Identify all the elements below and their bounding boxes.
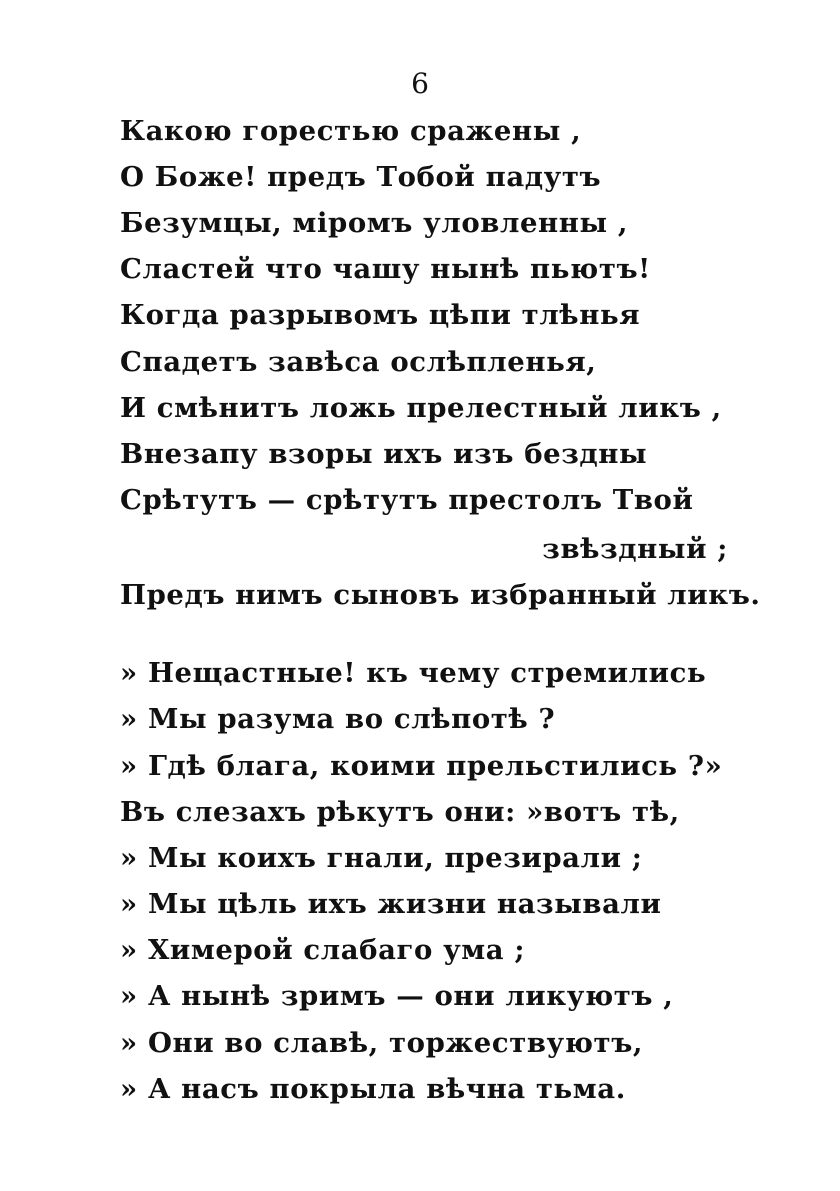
verse-line: Безумцы, міромъ уловленны , xyxy=(120,207,629,239)
verse-line: Въ слезахъ рѣкутъ они: »вотъ тѣ, xyxy=(120,796,680,828)
verse-line: » Химерой слабаго ума ; xyxy=(120,934,526,966)
verse-line: Внезапу взоры ихъ изъ бездны xyxy=(120,438,648,470)
page-number: 6 xyxy=(411,67,429,100)
verse-line: Предъ нимъ сыновъ избранный ликъ. xyxy=(120,579,761,611)
verse-line: » А насъ покрыла вѣчна тьма. xyxy=(120,1073,626,1105)
verse-line: » Мы цѣль ихъ жизни называли xyxy=(120,888,662,920)
verse-line: Какою горестью сражены , xyxy=(120,115,582,147)
verse-line-continuation: звѣздный ; xyxy=(542,533,728,565)
verse-line: » Мы разума во слѣпотѣ ? xyxy=(120,703,556,735)
verse-line: О Боже! предъ Тобой падутъ xyxy=(120,161,602,193)
verse-line: » Нещастные! къ чему стремились xyxy=(120,657,707,689)
verse-line: Срѣтутъ — срѣтутъ престолъ Твой xyxy=(120,484,694,516)
verse-line: И смѣнитъ ложь прелестный ликъ , xyxy=(120,392,722,424)
verse-line: Спадетъ завѣса ослѣпленья, xyxy=(120,346,597,378)
verse-line: » Они во славѣ, торжествуютъ, xyxy=(120,1027,644,1059)
verse-line: Когда разрывомъ цѣпи тлѣнья xyxy=(120,299,641,331)
verse-line: » Гдѣ блага, коими прельстились ?» xyxy=(120,750,723,782)
verse-line: » Мы коихъ гнали, презирали ; xyxy=(120,842,643,874)
verse-line: » А нынѣ зримъ — они ликуютъ , xyxy=(120,980,674,1012)
verse-line: Сластей что чашу нынѣ пьютъ! xyxy=(120,253,651,285)
